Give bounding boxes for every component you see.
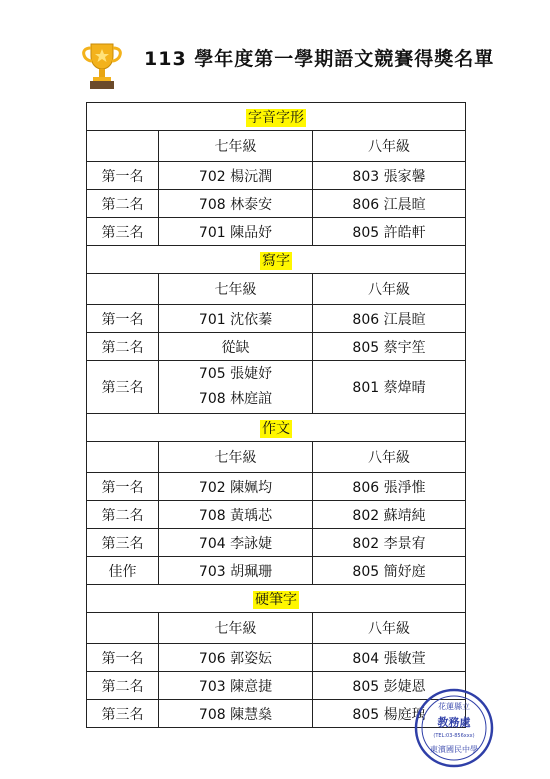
grade8-winner: 802 李景宥: [313, 529, 466, 557]
rank-cell: 第三名: [87, 700, 159, 728]
rank-cell: 第一名: [87, 305, 159, 333]
grade7-header: 七年級: [159, 131, 313, 162]
rank-header-cell: [87, 613, 159, 644]
section-title-cell: [87, 585, 466, 613]
rank-cell: 第二名: [87, 501, 159, 529]
grade8-winner: 806 張淨惟: [313, 473, 466, 501]
section-header-row: [87, 246, 466, 274]
rank-cell: 第三名: [87, 529, 159, 557]
section-header-row: [87, 103, 466, 131]
section-title: 硬筆字: [255, 591, 297, 608]
seal-mid-text: 教務處: [437, 716, 471, 729]
winner-name: 705 張婕妤: [198, 366, 273, 382]
rank-cell: 第一名: [87, 162, 159, 190]
section-title-cell: [87, 414, 466, 442]
grade7-header: 七年級: [159, 442, 313, 473]
grade-header-row: [87, 613, 466, 644]
table-row: [87, 361, 466, 414]
section-title: 字音字形: [248, 109, 304, 126]
grade-header-row: [87, 274, 466, 305]
grade7-winner: 701 陳品妤: [159, 218, 313, 246]
table-row: [87, 501, 466, 529]
grade8-header: 八年級: [313, 131, 466, 162]
rank-header-cell: [87, 274, 159, 305]
rank-cell: 第一名: [87, 644, 159, 672]
grade7-winner: 703 陳意捷: [159, 672, 313, 700]
title-area: [80, 40, 495, 90]
grade7-winner: 701 沈依蓁: [159, 305, 313, 333]
table-row: [87, 557, 466, 585]
grade8-winner: 801 蔡煒晴: [313, 361, 466, 414]
section-header-row: [87, 585, 466, 613]
seal-code-text: (TEL:03-856xxx): [433, 733, 475, 739]
table-row: [87, 218, 466, 246]
table-row: [87, 529, 466, 557]
grade7-winner: 從缺: [159, 333, 313, 361]
grade-header-row: [87, 131, 466, 162]
grade7-winner: 708 陳慧燊: [159, 700, 313, 728]
grade8-winner: 805 蔡宇笙: [313, 333, 466, 361]
grade7-winner: 708 黃瑀芯: [159, 501, 313, 529]
rank-cell: 第二名: [87, 672, 159, 700]
table-row: [87, 700, 466, 728]
grade8-winner: 806 江晨暄: [313, 190, 466, 218]
grade7-winner: 703 胡珮珊: [159, 557, 313, 585]
grade8-winner: 805 彭婕恩: [313, 672, 466, 700]
grade7-winner: 706 郭姿妘: [159, 644, 313, 672]
grade-header-row: [87, 442, 466, 473]
table-row: [87, 672, 466, 700]
table-row: [87, 473, 466, 501]
trophy-icon: [80, 40, 124, 90]
grade7-winner: 702 陳姵均: [159, 473, 313, 501]
rank-header-cell: [87, 131, 159, 162]
section-title: 作文: [262, 420, 290, 437]
grade8-winner: 803 張家馨: [313, 162, 466, 190]
winner-name: 708 林庭誼: [198, 391, 273, 407]
grade8-winner: 805 許皓軒: [313, 218, 466, 246]
table-row: [87, 644, 466, 672]
table-row: [87, 305, 466, 333]
seal-top-text: 花蓮縣立: [438, 702, 470, 711]
rank-header-cell: [87, 442, 159, 473]
grade7-winner: [159, 361, 313, 414]
page-title: 113 學年度第一學期語文競賽得獎名單: [144, 48, 495, 70]
table-row: [87, 190, 466, 218]
rank-cell: 第三名: [87, 361, 159, 414]
table-row: [87, 333, 466, 361]
grade7-winner: 708 林泰安: [159, 190, 313, 218]
grade7-winner: 702 楊沅潤: [159, 162, 313, 190]
rank-cell: 第二名: [87, 333, 159, 361]
section-title-cell: [87, 246, 466, 274]
seal-bottom-text: 東濱國民中學: [430, 745, 478, 754]
section-title: 寫字: [262, 252, 290, 269]
section-header-row: [87, 414, 466, 442]
grade7-header: 七年級: [159, 274, 313, 305]
grade7-header: 七年級: [159, 613, 313, 644]
grade8-header: 八年級: [313, 442, 466, 473]
grade8-header: 八年級: [313, 274, 466, 305]
grade8-winner: 805 簡妤庭: [313, 557, 466, 585]
rank-cell: 第三名: [87, 218, 159, 246]
awards-table: [86, 102, 466, 728]
table-row: [87, 162, 466, 190]
school-seal: [413, 687, 495, 769]
grade8-winner: 804 張敏萱: [313, 644, 466, 672]
rank-cell: 第二名: [87, 190, 159, 218]
grade8-winner: 802 蘇靖純: [313, 501, 466, 529]
rank-cell: 第一名: [87, 473, 159, 501]
grade7-winner: 704 李詠婕: [159, 529, 313, 557]
rank-cell: 佳作: [87, 557, 159, 585]
grade8-header: 八年級: [313, 613, 466, 644]
grade8-winner: 805 楊庭瑀: [313, 700, 466, 728]
section-title-cell: [87, 103, 466, 131]
grade8-winner: 806 江晨暄: [313, 305, 466, 333]
